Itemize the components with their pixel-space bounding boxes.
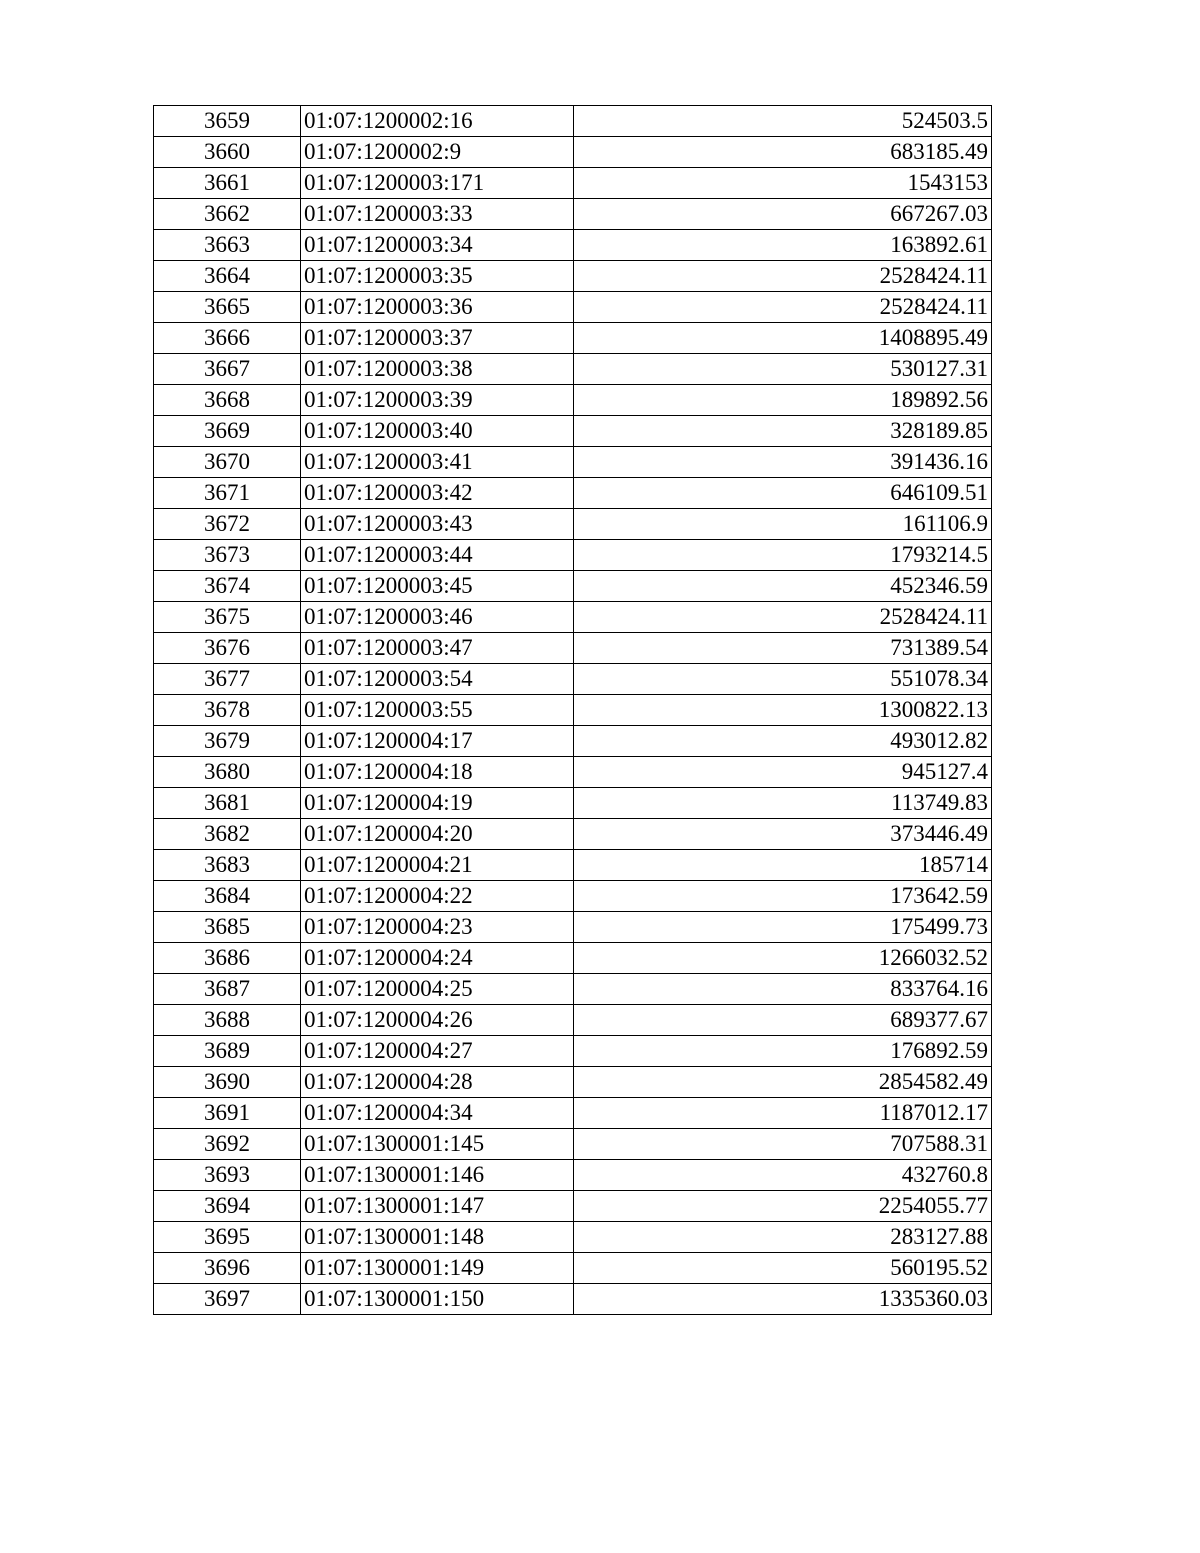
cadastral-number-cell: 01:07:1200003:40 <box>301 416 574 447</box>
row-number-cell: 3659 <box>154 106 301 137</box>
cadastral-number-cell: 01:07:1200003:44 <box>301 540 574 571</box>
value-cell: 689377.67 <box>574 1005 992 1036</box>
row-number-cell: 3685 <box>154 912 301 943</box>
table-row <box>154 416 992 447</box>
table-row <box>154 850 992 881</box>
cadastral-number-cell: 01:07:1200003:171 <box>301 168 574 199</box>
row-number-cell: 3661 <box>154 168 301 199</box>
table-row <box>154 602 992 633</box>
cadastral-number-cell: 01:07:1300001:150 <box>301 1284 574 1315</box>
cadastral-number-cell: 01:07:1300001:146 <box>301 1160 574 1191</box>
row-number-cell: 3696 <box>154 1253 301 1284</box>
row-number-cell: 3671 <box>154 478 301 509</box>
value-cell: 452346.59 <box>574 571 992 602</box>
row-number-cell: 3668 <box>154 385 301 416</box>
table-row <box>154 695 992 726</box>
table-row <box>154 509 992 540</box>
row-number-cell: 3680 <box>154 757 301 788</box>
row-number-cell: 3695 <box>154 1222 301 1253</box>
value-cell: 1793214.5 <box>574 540 992 571</box>
cadastral-number-cell: 01:07:1200003:54 <box>301 664 574 695</box>
row-number-cell: 3689 <box>154 1036 301 1067</box>
row-number-cell: 3664 <box>154 261 301 292</box>
table-row <box>154 881 992 912</box>
row-number-cell: 3688 <box>154 1005 301 1036</box>
row-number-cell: 3691 <box>154 1098 301 1129</box>
cadastral-number-cell: 01:07:1200002:16 <box>301 106 574 137</box>
table-row <box>154 447 992 478</box>
row-number-cell: 3667 <box>154 354 301 385</box>
table-row <box>154 292 992 323</box>
value-cell: 1300822.13 <box>574 695 992 726</box>
table-row <box>154 168 992 199</box>
cadastral-number-cell: 01:07:1200004:25 <box>301 974 574 1005</box>
table-row <box>154 974 992 1005</box>
row-number-cell: 3687 <box>154 974 301 1005</box>
value-cell: 2528424.11 <box>574 261 992 292</box>
table-row <box>154 385 992 416</box>
value-cell: 283127.88 <box>574 1222 992 1253</box>
cadastral-number-cell: 01:07:1300001:149 <box>301 1253 574 1284</box>
table-row <box>154 230 992 261</box>
row-number-cell: 3672 <box>154 509 301 540</box>
value-cell: 373446.49 <box>574 819 992 850</box>
value-cell: 175499.73 <box>574 912 992 943</box>
value-cell: 113749.83 <box>574 788 992 819</box>
table-row <box>154 633 992 664</box>
value-cell: 493012.82 <box>574 726 992 757</box>
table-row <box>154 1222 992 1253</box>
table-row <box>154 261 992 292</box>
row-number-cell: 3697 <box>154 1284 301 1315</box>
cadastral-number-cell: 01:07:1200004:17 <box>301 726 574 757</box>
row-number-cell: 3693 <box>154 1160 301 1191</box>
row-number-cell: 3663 <box>154 230 301 261</box>
cadastral-number-cell: 01:07:1200004:26 <box>301 1005 574 1036</box>
table-row <box>154 1160 992 1191</box>
cadastral-number-cell: 01:07:1200003:43 <box>301 509 574 540</box>
table-row <box>154 1129 992 1160</box>
cadastral-number-cell: 01:07:1200004:34 <box>301 1098 574 1129</box>
value-cell: 1187012.17 <box>574 1098 992 1129</box>
value-cell: 1408895.49 <box>574 323 992 354</box>
row-number-cell: 3694 <box>154 1191 301 1222</box>
value-cell: 707588.31 <box>574 1129 992 1160</box>
cadastral-number-cell: 01:07:1200004:27 <box>301 1036 574 1067</box>
table-row <box>154 354 992 385</box>
value-cell: 551078.34 <box>574 664 992 695</box>
value-cell: 530127.31 <box>574 354 992 385</box>
value-cell: 2528424.11 <box>574 602 992 633</box>
row-number-cell: 3679 <box>154 726 301 757</box>
table-row <box>154 1253 992 1284</box>
table-row <box>154 323 992 354</box>
value-cell: 1266032.52 <box>574 943 992 974</box>
row-number-cell: 3665 <box>154 292 301 323</box>
row-number-cell: 3675 <box>154 602 301 633</box>
value-cell: 646109.51 <box>574 478 992 509</box>
cadastral-number-cell: 01:07:1200003:39 <box>301 385 574 416</box>
value-cell: 176892.59 <box>574 1036 992 1067</box>
table-row <box>154 1005 992 1036</box>
cadastral-number-cell: 01:07:1300001:147 <box>301 1191 574 1222</box>
row-number-cell: 3674 <box>154 571 301 602</box>
value-cell: 2528424.11 <box>574 292 992 323</box>
value-cell: 2854582.49 <box>574 1067 992 1098</box>
cadastral-number-cell: 01:07:1200004:19 <box>301 788 574 819</box>
row-number-cell: 3681 <box>154 788 301 819</box>
cadastral-number-cell: 01:07:1200003:47 <box>301 633 574 664</box>
cadastral-number-cell: 01:07:1200003:36 <box>301 292 574 323</box>
table-row <box>154 1098 992 1129</box>
row-number-cell: 3690 <box>154 1067 301 1098</box>
table-row <box>154 199 992 230</box>
cadastral-number-cell: 01:07:1200003:45 <box>301 571 574 602</box>
cadastral-number-cell: 01:07:1200004:23 <box>301 912 574 943</box>
cadastral-number-cell: 01:07:1200003:55 <box>301 695 574 726</box>
row-number-cell: 3678 <box>154 695 301 726</box>
row-number-cell: 3673 <box>154 540 301 571</box>
row-number-cell: 3660 <box>154 137 301 168</box>
cadastral-number-cell: 01:07:1200003:37 <box>301 323 574 354</box>
cadastral-number-cell: 01:07:1200003:33 <box>301 199 574 230</box>
cadastral-number-cell: 01:07:1300001:148 <box>301 1222 574 1253</box>
value-cell: 391436.16 <box>574 447 992 478</box>
table-body <box>154 106 992 1315</box>
cadastral-number-cell: 01:07:1200003:38 <box>301 354 574 385</box>
table-row <box>154 912 992 943</box>
table-row <box>154 788 992 819</box>
row-number-cell: 3670 <box>154 447 301 478</box>
table-row <box>154 137 992 168</box>
table-row <box>154 1284 992 1315</box>
cadastral-number-cell: 01:07:1300001:145 <box>301 1129 574 1160</box>
cadastral-number-cell: 01:07:1200003:42 <box>301 478 574 509</box>
table-row <box>154 757 992 788</box>
value-cell: 161106.9 <box>574 509 992 540</box>
table-row <box>154 664 992 695</box>
table-row <box>154 1191 992 1222</box>
table-row <box>154 571 992 602</box>
row-number-cell: 3662 <box>154 199 301 230</box>
cadastral-number-cell: 01:07:1200003:34 <box>301 230 574 261</box>
table-row <box>154 1036 992 1067</box>
row-number-cell: 3669 <box>154 416 301 447</box>
cadastral-number-cell: 01:07:1200004:24 <box>301 943 574 974</box>
table-row <box>154 726 992 757</box>
cadastral-number-cell: 01:07:1200002:9 <box>301 137 574 168</box>
table-row <box>154 943 992 974</box>
value-cell: 667267.03 <box>574 199 992 230</box>
table-row <box>154 819 992 850</box>
row-number-cell: 3683 <box>154 850 301 881</box>
value-cell: 1335360.03 <box>574 1284 992 1315</box>
cadastral-number-cell: 01:07:1200004:18 <box>301 757 574 788</box>
row-number-cell: 3692 <box>154 1129 301 1160</box>
cadastral-number-cell: 01:07:1200003:41 <box>301 447 574 478</box>
value-cell: 524503.5 <box>574 106 992 137</box>
value-cell: 2254055.77 <box>574 1191 992 1222</box>
row-number-cell: 3666 <box>154 323 301 354</box>
value-cell: 1543153 <box>574 168 992 199</box>
cadastral-number-cell: 01:07:1200003:46 <box>301 602 574 633</box>
cadastral-number-cell: 01:07:1200003:35 <box>301 261 574 292</box>
cadastral-number-cell: 01:07:1200004:20 <box>301 819 574 850</box>
value-cell: 560195.52 <box>574 1253 992 1284</box>
table-row <box>154 540 992 571</box>
value-cell: 189892.56 <box>574 385 992 416</box>
value-cell: 683185.49 <box>574 137 992 168</box>
row-number-cell: 3677 <box>154 664 301 695</box>
value-cell: 731389.54 <box>574 633 992 664</box>
value-cell: 432760.8 <box>574 1160 992 1191</box>
cadastral-number-cell: 01:07:1200004:28 <box>301 1067 574 1098</box>
data-table <box>153 105 992 1315</box>
value-cell: 945127.4 <box>574 757 992 788</box>
table-row <box>154 478 992 509</box>
cadastral-number-cell: 01:07:1200004:21 <box>301 850 574 881</box>
row-number-cell: 3686 <box>154 943 301 974</box>
table-row <box>154 1067 992 1098</box>
row-number-cell: 3684 <box>154 881 301 912</box>
row-number-cell: 3682 <box>154 819 301 850</box>
table-row <box>154 106 992 137</box>
value-cell: 185714 <box>574 850 992 881</box>
value-cell: 833764.16 <box>574 974 992 1005</box>
row-number-cell: 3676 <box>154 633 301 664</box>
cadastral-number-cell: 01:07:1200004:22 <box>301 881 574 912</box>
value-cell: 163892.61 <box>574 230 992 261</box>
value-cell: 328189.85 <box>574 416 992 447</box>
value-cell: 173642.59 <box>574 881 992 912</box>
